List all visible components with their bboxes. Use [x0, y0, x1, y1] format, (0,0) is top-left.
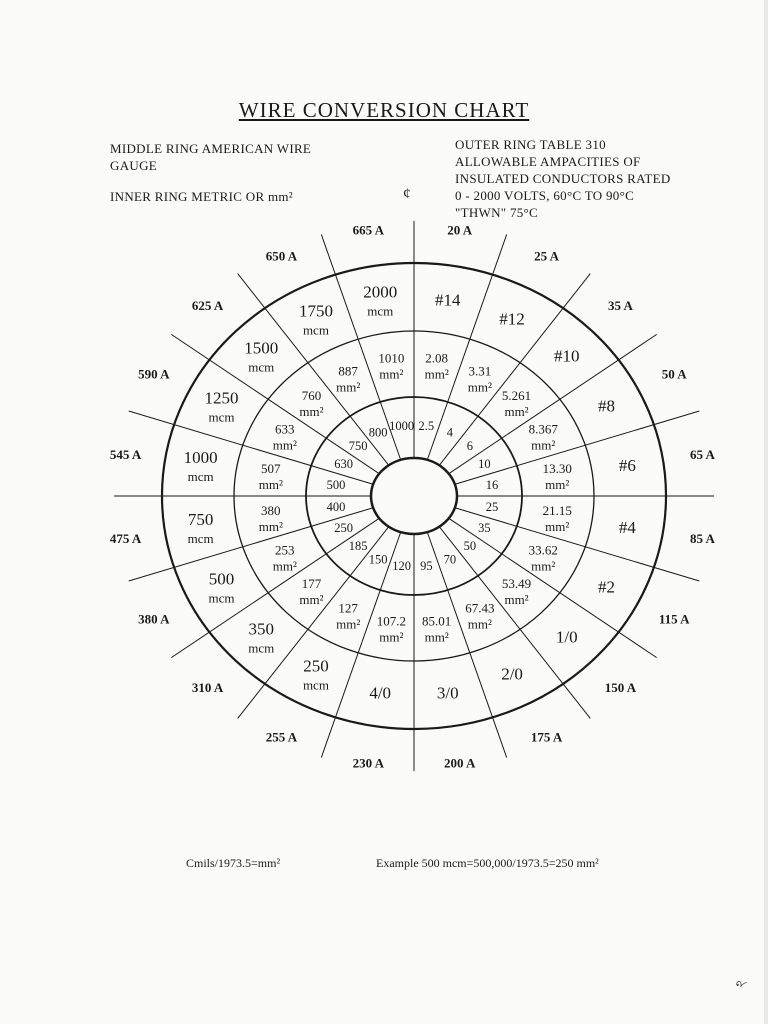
mm2-value: 507: [261, 461, 281, 477]
awg-label: #12: [499, 309, 525, 329]
awg-label: 3/0: [436, 683, 459, 703]
metric-size: 120: [392, 559, 412, 574]
mm2-unit: mm²: [379, 366, 404, 382]
metric-size: 400: [326, 500, 346, 515]
mm2-unit: mm²: [424, 366, 449, 382]
awg-label: 2/0: [501, 664, 523, 684]
metric-size: 185: [348, 539, 368, 554]
legend-middle-line1: MIDDLE RING AMERICAN WIRE: [110, 141, 312, 156]
metric-size: 1000: [389, 418, 415, 433]
ampacity-label: 590 A: [138, 366, 170, 382]
mm2-unit: mm²: [336, 379, 361, 395]
metric-size: 25: [485, 500, 499, 515]
awg-label: 350: [248, 619, 275, 639]
ampacity-label: 115 A: [658, 611, 690, 627]
mm2-value: 107.2: [376, 613, 406, 629]
mm2-unit: mm²: [467, 379, 492, 395]
awg-unit-label: mcm: [208, 590, 235, 606]
awg-label: 1250: [204, 388, 239, 408]
mm2-value: 3.31: [468, 363, 492, 379]
mm2-unit: mm²: [531, 437, 556, 453]
legend-outer-line4: 0 - 2000 VOLTS, 60°C TO 90°C: [455, 188, 635, 203]
ampacity-label: 625 A: [191, 298, 224, 314]
mm2-unit: mm²: [424, 629, 449, 645]
mm2-value: 760: [301, 387, 322, 403]
ampacity-label: 650 A: [265, 248, 298, 264]
mm2-value: 53.49: [501, 576, 532, 592]
metric-size: 500: [326, 477, 346, 492]
mm2-unit: mm²: [504, 403, 529, 419]
awg-label: 1500: [244, 338, 279, 358]
footer-example: Example 500 mcm=500,000/1973.5=250 mm²: [376, 856, 599, 870]
ampacity-label: 310 A: [191, 679, 224, 695]
metric-size: 2.5: [418, 418, 435, 433]
metric-size: 50: [463, 539, 477, 554]
metric-size: 250: [334, 521, 353, 536]
mm2-value: 633: [275, 421, 295, 437]
ampacity-label: 380 A: [138, 611, 170, 627]
awg-unit-label: mcm: [187, 468, 214, 484]
awg-unit-label: mcm: [187, 531, 214, 547]
awg-label: 750: [187, 510, 214, 530]
legend-outer-line1: OUTER RING TABLE 310: [455, 137, 606, 152]
ampacity-label: 50 A: [661, 366, 687, 382]
hub-circle: [371, 458, 457, 534]
awg-label: #10: [553, 346, 580, 366]
ampacity-label: 255 A: [265, 729, 298, 745]
legend-outer-line2: ALLOWABLE AMPACITIES OF: [455, 154, 641, 169]
metric-size: 4: [446, 425, 453, 440]
awg-unit-label: mcm: [367, 303, 394, 319]
mm2-value: 177: [301, 576, 322, 592]
metric-size: 70: [443, 552, 457, 567]
mm2-unit: mm²: [272, 437, 297, 453]
segment-divider: [449, 518, 657, 657]
metric-size: 630: [334, 456, 353, 471]
metric-size: 6: [466, 438, 473, 453]
mm2-value: 67.43: [465, 600, 495, 616]
legend-outer-line3: INSULATED CONDUCTORS RATED: [455, 171, 671, 186]
mm2-unit: mm²: [545, 477, 570, 493]
awg-label: 1750: [298, 301, 333, 321]
mm2-value: 253: [275, 542, 295, 558]
ampacity-label: 665 A: [352, 222, 385, 238]
ampacity-label: 200 A: [443, 755, 476, 771]
legend-inner-ring: INNER RING METRIC OR mm²: [110, 189, 293, 204]
mm2-value: 1010: [378, 350, 405, 366]
segment-divider: [439, 274, 590, 466]
mm2-value: 85.01: [422, 613, 452, 629]
segment-divider: [446, 334, 657, 473]
mm2-unit: mm²: [379, 629, 404, 645]
ampacity-label: 85 A: [689, 531, 715, 547]
mm2-value: 21.15: [542, 502, 572, 518]
awg-label: #6: [618, 455, 636, 475]
legend-middle-line2: GAUGE: [110, 158, 157, 173]
metric-size: 10: [478, 456, 491, 471]
mm2-unit: mm²: [545, 518, 570, 534]
mm2-unit: mm²: [299, 592, 324, 608]
mm2-unit: mm²: [504, 592, 529, 608]
metric-size: 750: [348, 438, 368, 453]
ampacity-label: 150 A: [604, 679, 637, 695]
ampacity-label: 20 A: [447, 222, 473, 238]
mm2-value: 8.367: [528, 421, 558, 437]
corner-mark: ঽ: [733, 978, 751, 991]
mm2-value: 13.30: [542, 461, 572, 477]
segment-divider: [129, 508, 373, 581]
ampacity-label: 475 A: [109, 531, 142, 547]
segment-divider: [455, 411, 699, 484]
awg-label: 1000: [183, 447, 218, 467]
metric-size: 95: [420, 559, 433, 574]
awg-label: #2: [597, 577, 615, 597]
metric-size: 16: [485, 477, 499, 492]
awg-label: 500: [208, 569, 235, 589]
awg-label: 1/0: [555, 627, 578, 647]
mm2-unit: mm²: [467, 616, 492, 632]
mm2-unit: mm²: [272, 558, 297, 574]
awg-unit-label: mcm: [302, 322, 329, 338]
mm2-value: 127: [338, 600, 358, 616]
mm2-value: 380: [261, 502, 281, 518]
mm2-unit: mm²: [336, 616, 361, 632]
mm2-unit: mm²: [258, 518, 283, 534]
chart-title: WIRE CONVERSION CHART: [238, 98, 530, 122]
metric-size: 150: [368, 552, 388, 567]
awg-label: 4/0: [369, 683, 392, 703]
awg-unit-label: mcm: [302, 677, 329, 693]
mm2-unit: mm²: [531, 558, 556, 574]
mm2-value: 887: [338, 363, 358, 379]
awg-unit-label: mcm: [248, 359, 275, 375]
metric-size: 800: [368, 425, 388, 440]
ampacity-label: 25 A: [534, 248, 560, 264]
mm2-value: 2.08: [425, 350, 449, 366]
metric-size: 35: [478, 521, 491, 536]
footer-formula: Cmils/1973.5=mm²: [186, 856, 281, 870]
segment-divider: [455, 508, 699, 581]
ampacity-label: 35 A: [608, 298, 633, 314]
awg-unit-label: mcm: [208, 409, 235, 425]
ampacity-label: 545 A: [109, 446, 142, 462]
awg-label: #4: [618, 518, 636, 538]
ampacity-label: 175 A: [530, 729, 563, 745]
mm2-unit: mm²: [258, 477, 283, 493]
awg-label: 250: [303, 656, 329, 676]
awg-label: #14: [435, 290, 461, 310]
mm2-unit: mm²: [299, 403, 324, 419]
legend-outer-line5: "THWN" 75°C: [455, 205, 539, 220]
awg-unit-label: mcm: [248, 640, 275, 656]
awg-label: 2000: [363, 282, 398, 302]
mm2-value: 5.261: [501, 387, 532, 403]
mm2-value: 33.62: [528, 542, 558, 558]
cent-mark: ¢: [403, 186, 411, 202]
ampacity-label: 230 A: [352, 755, 385, 771]
awg-label: #8: [597, 396, 615, 416]
ampacity-label: 65 A: [689, 446, 715, 462]
segment-divider: [129, 411, 373, 484]
